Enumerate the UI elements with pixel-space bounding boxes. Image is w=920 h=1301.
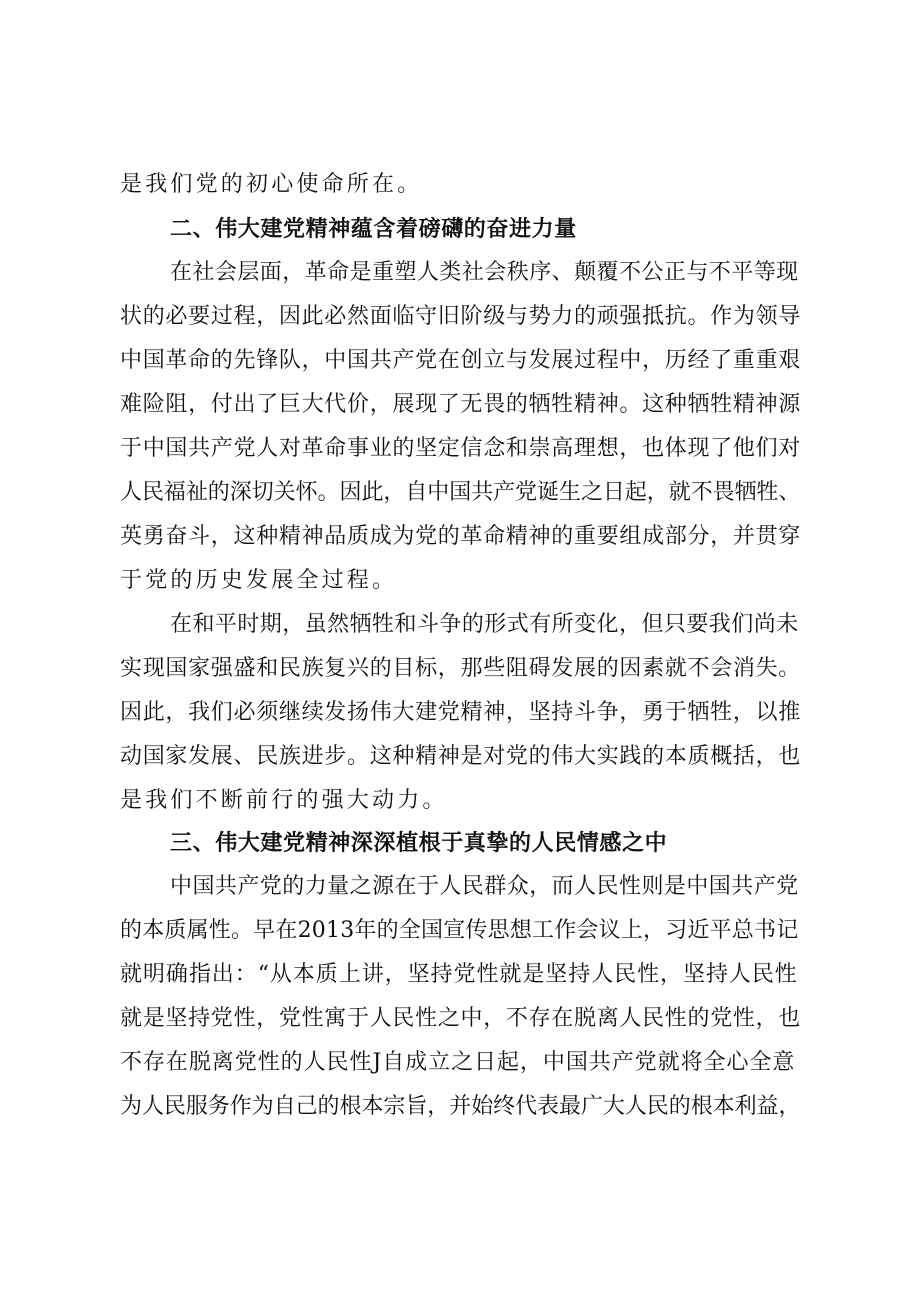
text-line: 状的必要过程，因此必然面临守旧阶级与势力的顽强抵抗。作为领导 bbox=[120, 304, 802, 329]
text-line: 为人民服务作为自己的根本宗旨，并始终代表最广大人民的根本利益， bbox=[120, 1094, 801, 1119]
text-line: 于中国共产党人对革命事业的坚定信念和崇高理想，也体现了他们对 bbox=[120, 436, 802, 461]
section-heading: 三、伟大建党精神深深植根于真挚的人民情感之中 bbox=[170, 831, 668, 856]
text-line: 于党的历史发展全过程。 bbox=[120, 568, 398, 593]
text-line: 实现国家强盛和民族复兴的目标，那些阻碍发展的因素就不会消失。 bbox=[120, 656, 802, 681]
text-line: 是我们党的初心使命所在。 bbox=[120, 172, 423, 197]
paragraph-first-line: 在社会层面，革命是重塑人类社会秩序、颠覆不公正与不平等现 bbox=[170, 260, 799, 285]
text-line: 就是坚持党性，党性寓于人民性之中，不存在脱离人民性的党性，也 bbox=[120, 1006, 802, 1031]
paragraph-first-line: 中国共产党的力量之源在于人民群众，而人民性则是中国共产党 bbox=[170, 874, 799, 899]
text-line: 难险阻，付出了巨大代价，展现了无畏的牺牲精神。这种牺牲精神源 bbox=[120, 392, 802, 417]
text-line: 的本质属性。早在2013年的全国宣传思想工作会议上，习近平总书记 bbox=[120, 918, 799, 943]
text-line: 动国家发展、民族进步。这种精神是对党的伟大实践的本质概括，也 bbox=[120, 744, 802, 769]
section-heading: 二、伟大建党精神蕴含着磅礴的奋进力量 bbox=[170, 217, 577, 242]
text-line: 因此，我们必须继续发扬伟大建党精神，坚持斗争，勇于牺牲，以推 bbox=[120, 700, 802, 725]
text-line: 是我们不断前行的强大动力。 bbox=[120, 788, 448, 813]
text-line: 英勇奋斗，这种精神品质成为党的革命精神的重要组成部分，并贯穿 bbox=[120, 524, 802, 549]
paragraph-first-line: 在和平时期，虽然牺牲和斗争的形式有所变化，但只要我们尚未 bbox=[170, 612, 799, 637]
text-line: 人民福祉的深切关怀。因此，自中国共产党诞生之日起，就不畏牺牲、 bbox=[120, 480, 801, 505]
text-line: 中国革命的先锋队，中国共产党在创立与发展过程中，历经了重重艰 bbox=[120, 348, 802, 373]
text-line: 就明确指出：“从本质上讲，坚持党性就是坚持人民性，坚持人民性 bbox=[120, 962, 798, 987]
text-line: 不存在脱离党性的人民性J自成立之日起，中国共产党就将全心全意 bbox=[120, 1050, 796, 1075]
